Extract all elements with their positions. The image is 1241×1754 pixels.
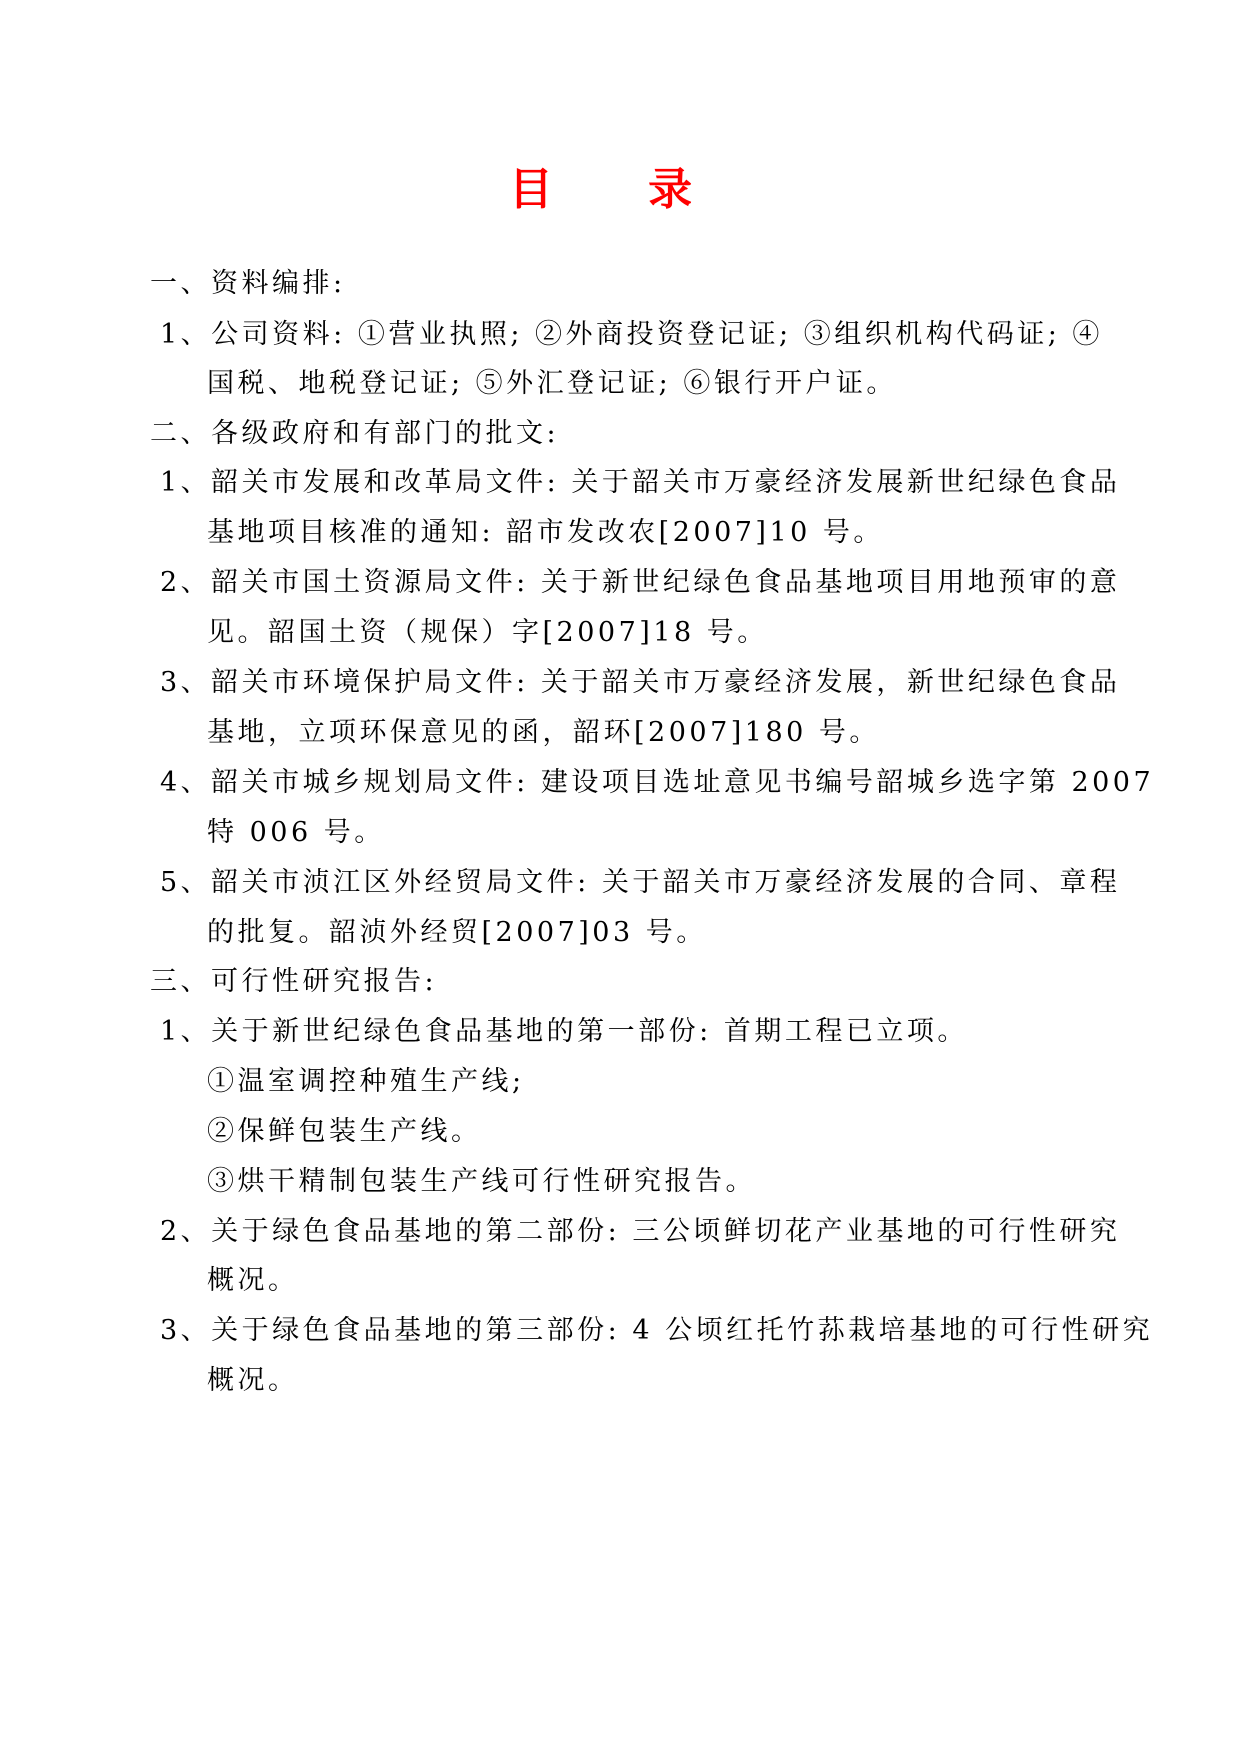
list-item-continuation: 概况。 [207, 1265, 299, 1296]
list-item: 2、关于绿色食品基地的第二部份: 三公顷鲜切花产业基地的可行性研究 [160, 1216, 1121, 1247]
list-item-continuation: 基地，立项环保意见的函，韶环[2007]180 号。 [207, 717, 880, 748]
section-heading-2: 二、各级政府和有部门的批文: [150, 418, 560, 449]
list-item: 4、韶关市城乡规划局文件: 建设项目选址意见书编号韶城乡选字第 2007 [160, 767, 1155, 798]
list-item-continuation: 的批复。韶浈外经贸[2007]03 号。 [207, 917, 707, 948]
sub-item: ③烘干精制包装生产线可行性研究报告。 [207, 1166, 756, 1197]
list-item-continuation: 基地项目核准的通知: 韶市发改农[2007]10 号。 [207, 517, 884, 548]
list-item: 1、公司资料: ①营业执照; ②外商投资登记证; ③组织机构代码证; ④ [160, 319, 1103, 350]
list-item-continuation: 特 006 号。 [207, 817, 385, 848]
list-item: 2、韶关市国土资源局文件: 关于新世纪绿色食品基地项目用地预审的意 [160, 567, 1121, 598]
sub-item: ①温室调控种殖生产线; [207, 1066, 525, 1097]
section-heading-3: 三、可行性研究报告: [150, 966, 438, 997]
list-item-continuation: 概况。 [207, 1365, 299, 1396]
list-item: 1、韶关市发展和改革局文件: 关于韶关市万豪经济发展新世纪绿色食品 [160, 467, 1121, 498]
list-item: 3、韶关市环境保护局文件: 关于韶关市万豪经济发展，新世纪绿色食品 [160, 667, 1121, 698]
list-item: 5、韶关市浈江区外经贸局文件: 关于韶关市万豪经济发展的合同、章程 [160, 867, 1121, 898]
list-item: 3、关于绿色食品基地的第三部份: 4 公顷红托竹荪栽培基地的可行性研究 [160, 1315, 1154, 1346]
section-heading-1: 一、资料编排: [150, 268, 346, 299]
page-title: 目 录 [508, 164, 733, 215]
list-item-continuation: 国税、地税登记证; ⑤外汇登记证; ⑥银行开户证。 [207, 368, 897, 399]
list-item: 1、关于新世纪绿色食品基地的第一部份: 首期工程已立项。 [160, 1016, 968, 1047]
sub-item: ②保鲜包装生产线。 [207, 1116, 482, 1147]
list-item-continuation: 见。韶国土资（规保）字[2007]18 号。 [207, 617, 768, 648]
